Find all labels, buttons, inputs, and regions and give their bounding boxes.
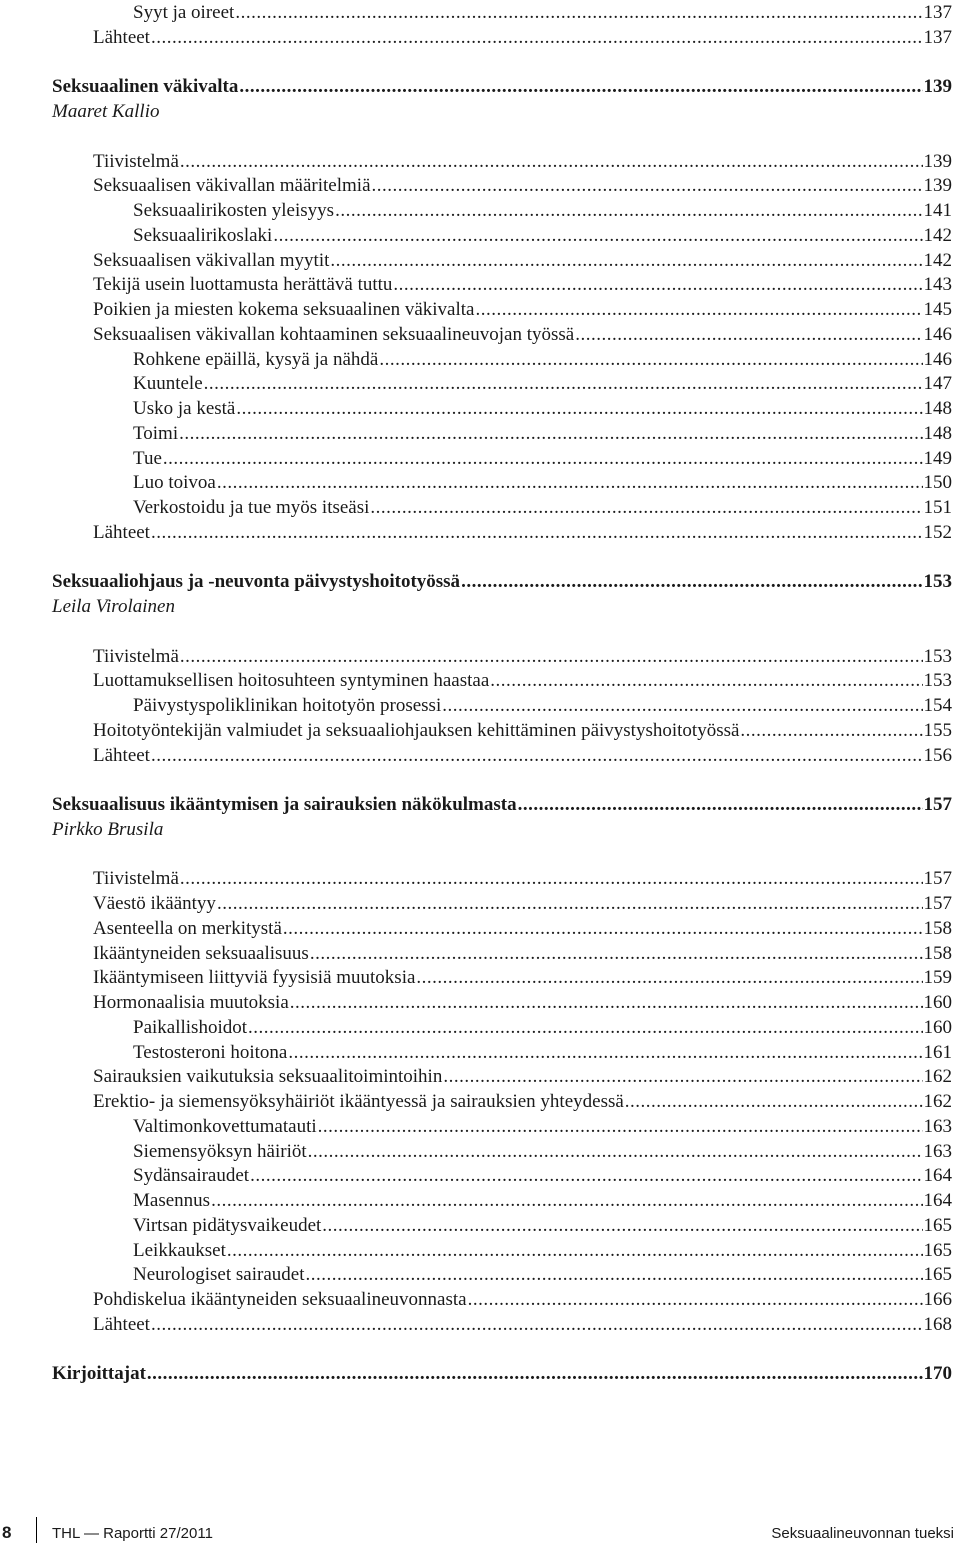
toc-entry: [133, 0, 952, 26]
dot-leader: [290, 990, 923, 1016]
toc-page-number: 164: [923, 1165, 952, 1187]
toc-entry-title: Sydänsairaudet: [133, 1165, 250, 1187]
toc-page-number: 139: [923, 175, 952, 197]
toc-entry-title: Tiivistelmä: [93, 645, 179, 667]
dot-leader: [461, 569, 922, 595]
toc-page-number: 141: [923, 200, 952, 221]
dot-leader: [379, 347, 922, 373]
dot-leader: [227, 1238, 923, 1264]
toc-entry-title: Usko ja kestä: [133, 398, 236, 419]
dot-leader: [217, 891, 923, 917]
toc-entry-title: Väestö ikääntyy: [93, 893, 216, 914]
toc-entry: [93, 272, 952, 298]
toc-entry: [93, 297, 952, 323]
toc-entry-title: Seksuaalisen väkivallan myytit: [93, 249, 330, 271]
toc-entry-title: Lähteet: [93, 744, 150, 766]
toc-page-number: 162: [923, 1091, 952, 1112]
toc-entry: [133, 1040, 952, 1066]
publication-label: THL — Raportti 27/2011: [52, 1525, 213, 1542]
toc-entry-title: Seksuaalisen väkivallan kohtaaminen seksuaalineuvojan työssä: [93, 323, 575, 345]
toc-page-number: 139: [923, 150, 952, 172]
toc-entry: [93, 1089, 952, 1115]
dot-leader: [443, 1064, 922, 1090]
dot-leader: [151, 1312, 923, 1338]
toc-entry: [133, 1213, 952, 1239]
dot-leader: [147, 1361, 923, 1387]
toc-page-number: 160: [923, 1016, 952, 1038]
toc-entry-title: Seksuaalisen väkivallan määritelmiä: [93, 175, 371, 197]
toc-entry-title: Asenteella on merkitystä: [93, 917, 282, 939]
dot-leader: [283, 916, 923, 942]
toc-page-number: 145: [923, 299, 952, 320]
toc-entry: [93, 1312, 952, 1338]
toc-chapter-entry: [52, 1361, 952, 1387]
dot-leader: [239, 74, 922, 100]
toc-entry-title: Lähteet: [93, 26, 150, 48]
toc-entry: [133, 495, 952, 521]
toc-page-number: 153: [923, 670, 952, 692]
dot-leader: [236, 396, 922, 422]
toc-entry-title: Seksuaalinen väkivalta: [52, 76, 239, 98]
toc-entry-title: Sairauksien vaikutuksia seksuaalitoimintoihin: [93, 1066, 443, 1088]
dot-leader: [151, 25, 923, 51]
toc-entry: [133, 1188, 952, 1214]
toc-entry: [133, 1114, 952, 1140]
dot-leader: [518, 792, 923, 818]
document-title: Seksuaalineuvonnan tueksi: [771, 1525, 954, 1542]
toc-entry: [93, 1287, 952, 1313]
toc-chapter-entry: [52, 569, 952, 595]
dot-leader: [151, 520, 923, 546]
toc-entry-title: Tekijä usein luottamusta herättävä tuttu: [93, 274, 393, 296]
toc-entry: [93, 248, 952, 274]
toc-page-number: 148: [923, 422, 952, 444]
toc-entry-title: Luottamuksellisen hoitosuhteen syntyminen haastaa: [93, 670, 490, 692]
dot-leader: [740, 718, 922, 744]
dot-leader: [305, 1262, 922, 1288]
toc-entry: [133, 1163, 952, 1189]
toc-entry-title: Verkostoidu ja tue myös itseäsi: [133, 497, 370, 518]
toc-entry: [133, 1238, 952, 1264]
toc-entry: [93, 718, 952, 744]
toc-page-number: 137: [923, 2, 952, 23]
toc-entry: [133, 1262, 952, 1288]
dot-leader: [180, 866, 923, 892]
toc-entry: [93, 149, 952, 175]
dot-leader: [318, 1114, 923, 1140]
toc-page-number: 158: [923, 942, 952, 964]
toc-chapter-entry: [52, 792, 952, 818]
toc-entry: [133, 396, 952, 422]
dot-leader: [180, 644, 923, 670]
dot-leader: [475, 297, 922, 323]
dot-leader: [310, 941, 923, 967]
toc-entry-title: Tiivistelmä: [93, 150, 179, 172]
dot-leader: [370, 495, 922, 521]
toc-entry-title: Erektio- ja siemensyöksyhäiriöt ikääntyessä ja sairauksien yhteydessä: [93, 1091, 624, 1112]
toc-entry: [133, 198, 952, 224]
toc-entry-title: Kuuntele: [133, 373, 203, 395]
toc-page-number: 170: [923, 1363, 952, 1385]
toc-entry-title: Rohkene epäillä, kysyä ja nähdä: [133, 348, 379, 370]
toc-entry-title: Neurologiset sairaudet: [133, 1264, 305, 1286]
footer-divider: [36, 1517, 37, 1543]
toc-entry: [93, 965, 952, 991]
toc-page-number: 153: [923, 645, 952, 667]
dot-leader: [250, 1163, 922, 1189]
toc-page-number: 150: [923, 472, 952, 494]
dot-leader: [575, 322, 922, 348]
chapter-author: Maaret Kallio: [52, 101, 160, 122]
toc-page-number: 149: [923, 447, 952, 469]
toc-page-number: 155: [923, 719, 952, 741]
toc-entry: [133, 446, 952, 472]
dot-leader: [625, 1089, 923, 1115]
toc-entry-title: Testosteroni hoitona: [133, 1041, 288, 1063]
dot-leader: [248, 1015, 923, 1041]
page-number: 8: [2, 1523, 12, 1542]
toc-entry-title: Kirjoittajat: [52, 1363, 146, 1385]
toc-page-number: 137: [923, 26, 952, 48]
toc-page-number: 153: [923, 571, 952, 593]
toc-entry: [93, 668, 952, 694]
toc-entry-title: Masennus: [133, 1190, 211, 1211]
toc-entry-title: Seksuaaliohjaus ja -neuvonta päivystyshoitotyössä: [52, 571, 461, 593]
toc-entry-title: Hormonaalisia muutoksia: [93, 992, 289, 1013]
toc-page-number: 142: [923, 224, 952, 246]
toc-entry-title: Tiivistelmä: [93, 868, 179, 890]
toc-entry: [133, 1139, 952, 1165]
dot-leader: [490, 668, 922, 694]
dot-leader: [372, 173, 923, 199]
dot-leader: [151, 743, 923, 769]
dot-leader: [416, 965, 922, 991]
page-footer: [0, 1515, 960, 1545]
toc-entry: [133, 371, 952, 397]
dot-leader: [179, 421, 922, 447]
toc-entry-title: Päivystyspoliklinikan hoitotyön prosessi: [133, 695, 442, 716]
toc-page-number: 148: [923, 398, 952, 419]
toc-entry: [93, 322, 952, 348]
toc-entry: [93, 173, 952, 199]
toc-page-number: 146: [923, 323, 952, 345]
toc-entry: [93, 743, 952, 769]
toc-entry-title: Lähteet: [93, 1313, 150, 1335]
dot-leader: [204, 371, 923, 397]
dot-leader: [163, 446, 923, 472]
toc-page-number: 152: [923, 521, 952, 543]
toc-page-number: 165: [923, 1239, 952, 1261]
toc-page-number: 156: [923, 744, 952, 766]
toc-page-number: 157: [923, 893, 952, 914]
toc-entry-title: Tue: [133, 447, 162, 469]
toc-entry-title: Hoitotyöntekijän valmiudet ja seksuaaliohjauksen kehittäminen päivystyshoitotyössä: [93, 719, 740, 741]
dot-leader: [273, 223, 922, 249]
toc-page-number: 151: [923, 497, 952, 518]
toc-page-number: 165: [923, 1264, 952, 1286]
dot-leader: [211, 1188, 922, 1214]
toc-entry-title: Syyt ja oireet: [133, 2, 235, 23]
toc-page-number: 158: [923, 917, 952, 939]
toc-entry-title: Seksuaalirikosten yleisyys: [133, 200, 335, 221]
toc-entry: [133, 347, 952, 373]
dot-leader: [393, 272, 922, 298]
toc-entry: [93, 990, 952, 1016]
toc-page-number: 165: [923, 1214, 952, 1236]
dot-leader: [322, 1213, 922, 1239]
dot-leader: [217, 470, 923, 496]
dot-leader: [468, 1287, 923, 1313]
toc-page-number: 147: [923, 373, 952, 395]
toc-entry-title: Leikkaukset: [133, 1239, 226, 1261]
toc-entry: [93, 866, 952, 892]
chapter-author: Leila Virolainen: [52, 596, 175, 617]
toc-page-number: 164: [923, 1190, 952, 1211]
dot-leader: [442, 693, 922, 719]
toc-page-number: 142: [923, 249, 952, 271]
toc-entry-title: Poikien ja miesten kokema seksuaalinen väkivalta: [93, 299, 475, 320]
toc-entry: [93, 644, 952, 670]
toc-entry-title: Valtimonkovettumatauti: [133, 1115, 317, 1137]
toc-chapter-entry: [52, 74, 952, 100]
dot-leader: [335, 198, 922, 224]
toc-page-number: 157: [923, 794, 952, 815]
chapter-author: Pirkko Brusila: [52, 818, 164, 840]
toc-entry: [133, 470, 952, 496]
toc-entry-title: Virtsan pidätysvaikeudet: [133, 1214, 322, 1236]
toc-page-number: 139: [923, 76, 952, 98]
toc-page-number: 168: [923, 1313, 952, 1335]
toc-page-number: 159: [923, 967, 952, 989]
dot-leader: [288, 1040, 922, 1066]
toc-entry: [133, 1015, 952, 1041]
toc-entry-title: Ikääntymiseen liittyviä fyysisiä muutoksia: [93, 967, 416, 989]
toc-entry: [93, 1064, 952, 1090]
dot-leader: [330, 248, 922, 274]
toc-entry: [93, 25, 952, 51]
dot-leader: [235, 0, 922, 26]
toc-entry-title: Siemensyöksyn häiriöt: [133, 1140, 307, 1162]
toc-page-number: 160: [923, 992, 952, 1013]
toc-entry: [93, 891, 952, 917]
toc-page-number: 162: [923, 1066, 952, 1088]
toc-entry: [133, 693, 952, 719]
toc-entry-title: Toimi: [133, 422, 179, 444]
toc-page-number: 157: [923, 868, 952, 890]
toc-entry: [93, 941, 952, 967]
toc-entry: [133, 421, 952, 447]
toc-page-number: 161: [923, 1041, 952, 1063]
toc-entry-title: Pohdiskelua ikääntyneiden seksuaalineuvonnasta: [93, 1289, 467, 1310]
toc-page-number: 163: [923, 1140, 952, 1162]
toc-entry: [93, 520, 952, 546]
toc-entry-title: Ikääntyneiden seksuaalisuus: [93, 942, 309, 964]
toc-page-number: 154: [923, 695, 952, 716]
toc-entry: [93, 916, 952, 942]
toc-page-number: 143: [923, 274, 952, 296]
dot-leader: [180, 149, 923, 175]
toc-entry-title: Luo toivoa: [133, 472, 216, 494]
toc-entry: [133, 223, 952, 249]
toc-entry-title: Paikallishoidot: [133, 1016, 247, 1038]
toc-page-number: 166: [923, 1289, 952, 1310]
toc-page-number: 146: [923, 348, 952, 370]
toc-entry-title: Lähteet: [93, 521, 150, 543]
toc-entry-title: Seksuaalisuus ikääntymisen ja sairauksien näkökulmasta: [52, 794, 517, 815]
dot-leader: [308, 1139, 923, 1165]
toc-entry-title: Seksuaalirikoslaki: [133, 224, 273, 246]
toc-page-number: 163: [923, 1115, 952, 1137]
